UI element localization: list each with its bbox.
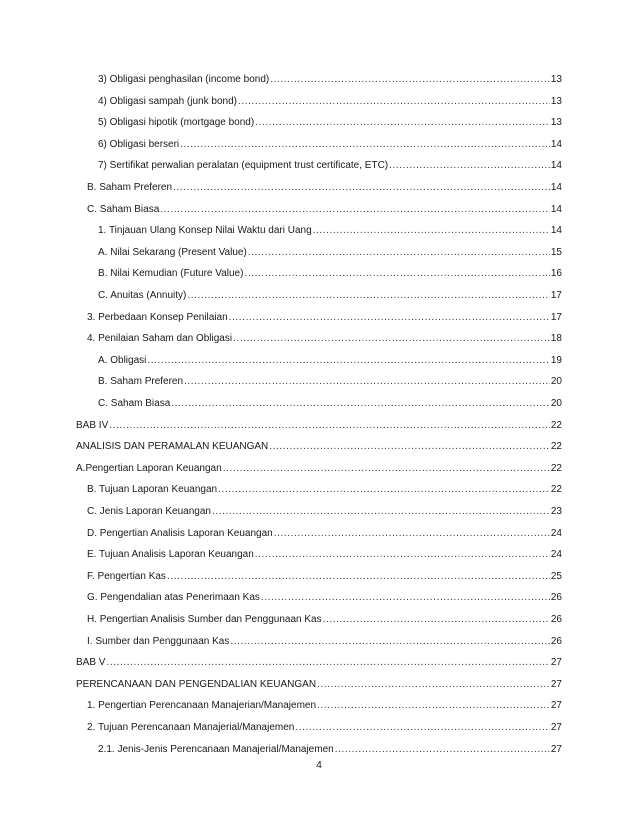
toc-entry[interactable] — [98, 158, 562, 172]
toc-dot-leader — [295, 722, 550, 734]
toc-entry-page: 26 — [550, 592, 562, 603]
toc-dot-leader — [160, 204, 550, 216]
toc-entry[interactable] — [87, 331, 562, 345]
toc-entry[interactable] — [98, 137, 562, 151]
toc-dot-leader — [317, 679, 550, 691]
toc-entry[interactable] — [87, 634, 562, 648]
toc-entry[interactable] — [98, 115, 562, 129]
toc-entry-page: 24 — [550, 528, 562, 539]
toc-entry-title: C. Saham Biasa — [98, 398, 171, 409]
toc-entry-page: 22 — [550, 484, 562, 495]
toc-entry-page: 26 — [550, 614, 562, 625]
toc-dot-leader — [261, 592, 550, 604]
toc-entry-page: 17 — [550, 290, 562, 301]
toc-entry-title: H. Pengertian Analisis Sumber dan Penggunaan Kas — [87, 614, 322, 625]
toc-entry[interactable] — [87, 547, 562, 561]
toc-dot-leader — [248, 247, 550, 259]
toc-entry-title: F. Pengertian Kas — [87, 571, 166, 582]
toc-entry-title: 7) Sertifikat perwalian peralatan (equipment trust certificate, ETC) — [98, 160, 389, 171]
toc-dot-leader — [335, 744, 550, 756]
toc-dot-leader — [244, 268, 549, 280]
toc-entry-page: 14 — [550, 139, 562, 150]
toc-dot-leader — [106, 657, 549, 669]
toc-dot-leader — [223, 463, 550, 475]
toc-dot-leader — [269, 441, 550, 453]
toc-entry[interactable] — [87, 612, 562, 626]
toc-entry-title: B. Nilai Kemudian (Future Value) — [98, 268, 244, 279]
toc-entry-page: 26 — [550, 636, 562, 647]
toc-dot-leader — [171, 398, 550, 410]
toc-entry-title: D. Pengertian Analisis Laporan Keuangan — [87, 528, 273, 539]
toc-entry[interactable] — [87, 310, 562, 324]
toc-entry[interactable] — [87, 698, 562, 712]
toc-entry-page: 15 — [550, 247, 562, 258]
toc-entry-page: 27 — [550, 657, 562, 668]
toc-entry-page: 20 — [550, 398, 562, 409]
toc-dot-leader — [229, 312, 550, 324]
toc-dot-leader — [270, 74, 550, 86]
toc-entry-page: 14 — [550, 182, 562, 193]
toc-dot-leader — [173, 182, 550, 194]
toc-entry[interactable] — [87, 504, 562, 518]
toc-entry[interactable] — [98, 72, 562, 86]
toc-dot-leader — [238, 96, 550, 108]
toc-entry-title: B. Saham Preferen — [87, 182, 173, 193]
toc-entry[interactable] — [98, 374, 562, 388]
toc-entry[interactable] — [98, 396, 562, 410]
toc-dot-leader — [323, 614, 550, 626]
toc-entry-title: 1. Tinjauan Ulang Konsep Nilai Waktu dari Uang — [98, 225, 312, 236]
toc-entry[interactable] — [87, 202, 562, 216]
toc-entry-title: 2. Tujuan Perencanaan Manajerial/Manajemen — [87, 722, 295, 733]
toc-dot-leader — [218, 484, 550, 496]
toc-entry-page: 13 — [550, 117, 562, 128]
toc-dot-leader — [180, 139, 550, 151]
toc-dot-leader — [109, 420, 550, 432]
toc-entry-title: 4. Penilaian Saham dan Obligasi — [87, 333, 233, 344]
toc-entry-page: 22 — [550, 463, 562, 474]
toc-dot-leader — [187, 290, 550, 302]
toc-entry-title: B. Tujuan Laporan Keuangan — [87, 484, 218, 495]
toc-entry-title: I. Sumber dan Penggunaan Kas — [87, 636, 230, 647]
toc-entry[interactable] — [87, 569, 562, 583]
toc-entry[interactable] — [98, 742, 562, 756]
toc-entry-page: 19 — [550, 355, 562, 366]
toc-dot-leader — [184, 376, 550, 388]
toc-entry[interactable] — [87, 526, 562, 540]
toc-entry-page: 14 — [550, 204, 562, 215]
toc-entry-page: 27 — [550, 700, 562, 711]
toc-entry[interactable] — [87, 720, 562, 734]
toc-entry[interactable] — [98, 223, 562, 237]
toc-entry-title: PERENCANAAN DAN PENGENDALIAN KEUANGAN — [76, 679, 317, 690]
toc-dot-leader — [313, 225, 550, 237]
toc-entry-page: 27 — [550, 679, 562, 690]
toc-entry-title: B. Saham Preferen — [98, 376, 184, 387]
toc-entry[interactable] — [76, 461, 562, 475]
toc-dot-leader — [255, 117, 550, 129]
toc-entry[interactable] — [76, 439, 562, 453]
toc-entry-title: A. Obligasi — [98, 355, 147, 366]
toc-entry[interactable] — [98, 353, 562, 367]
toc-entry[interactable] — [76, 677, 562, 691]
toc-entry-page: 14 — [550, 225, 562, 236]
toc-entry-page: 13 — [550, 96, 562, 107]
toc-entry-title: C. Anuitas (Annuity) — [98, 290, 187, 301]
toc-dot-leader — [389, 160, 550, 172]
toc-entry-title: C. Saham Biasa — [87, 204, 160, 215]
toc-entry[interactable] — [98, 94, 562, 108]
toc-entry-page: 23 — [550, 506, 562, 517]
toc-entry-page: 13 — [550, 74, 562, 85]
toc-entry-title: G. Pengendalian atas Penerimaan Kas — [87, 592, 260, 603]
toc-entry-page: 18 — [550, 333, 562, 344]
toc-entry[interactable] — [87, 590, 562, 604]
toc-dot-leader — [147, 355, 550, 367]
toc-entry-title: 2.1. Jenis-Jenis Perencanaan Manajerial/Manajemen — [98, 744, 334, 755]
toc-entry-title: E. Tujuan Analisis Laporan Keuangan — [87, 549, 254, 560]
toc-dot-leader — [233, 333, 550, 345]
toc-entry-page: 27 — [550, 722, 562, 733]
toc-dot-leader — [317, 700, 550, 712]
toc-entry-page: 25 — [550, 571, 562, 582]
toc-entry-title: 3. Perbedaan Konsep Penilaian — [87, 312, 228, 323]
toc-entry-page: 20 — [550, 376, 562, 387]
toc-entry-title: 1. Pengertian Perencanaan Manajerian/Manajemen — [87, 700, 317, 711]
toc-entry-page: 22 — [550, 420, 562, 431]
toc-entry-page: 14 — [550, 160, 562, 171]
toc-entry-title: BAB V — [76, 657, 106, 668]
toc-entry-title: 5) Obligasi hipotik (mortgage bond) — [98, 117, 255, 128]
toc-entry[interactable] — [98, 288, 562, 302]
toc-dot-leader — [255, 549, 550, 561]
toc-dot-leader — [274, 528, 550, 540]
toc-entry-title: C. Jenis Laporan Keuangan — [87, 506, 211, 517]
toc-entry-page: 16 — [550, 268, 562, 279]
toc-entry-title: ANALISIS DAN PERAMALAN KEUANGAN — [76, 441, 269, 452]
toc-entry-title: 4) Obligasi sampah (junk bond) — [98, 96, 237, 107]
toc-entry-title: BAB IV — [76, 420, 109, 431]
toc-entry[interactable] — [87, 482, 562, 496]
toc-entry-title: 6) Obligasi berseri — [98, 139, 180, 150]
toc-entry-page: 22 — [550, 441, 562, 452]
toc-entry-page: 27 — [550, 744, 562, 755]
toc-entry-page: 17 — [550, 312, 562, 323]
toc-entry[interactable] — [76, 655, 562, 669]
toc-dot-leader — [230, 636, 550, 648]
toc-entry[interactable] — [87, 180, 562, 194]
toc-dot-leader — [212, 506, 550, 518]
toc-entry-title: A. Nilai Sekarang (Present Value) — [98, 247, 247, 258]
toc-entry[interactable] — [98, 266, 562, 280]
toc-entry-title: A.Pengertian Laporan Keuangan — [76, 463, 222, 474]
toc-entry[interactable] — [98, 245, 562, 259]
toc-entry-title: 3) Obligasi penghasilan (income bond) — [98, 74, 270, 85]
toc-entry[interactable] — [76, 418, 562, 432]
toc-entry-page: 24 — [550, 549, 562, 560]
page-number: 4 — [316, 760, 322, 771]
toc-dot-leader — [167, 571, 550, 583]
